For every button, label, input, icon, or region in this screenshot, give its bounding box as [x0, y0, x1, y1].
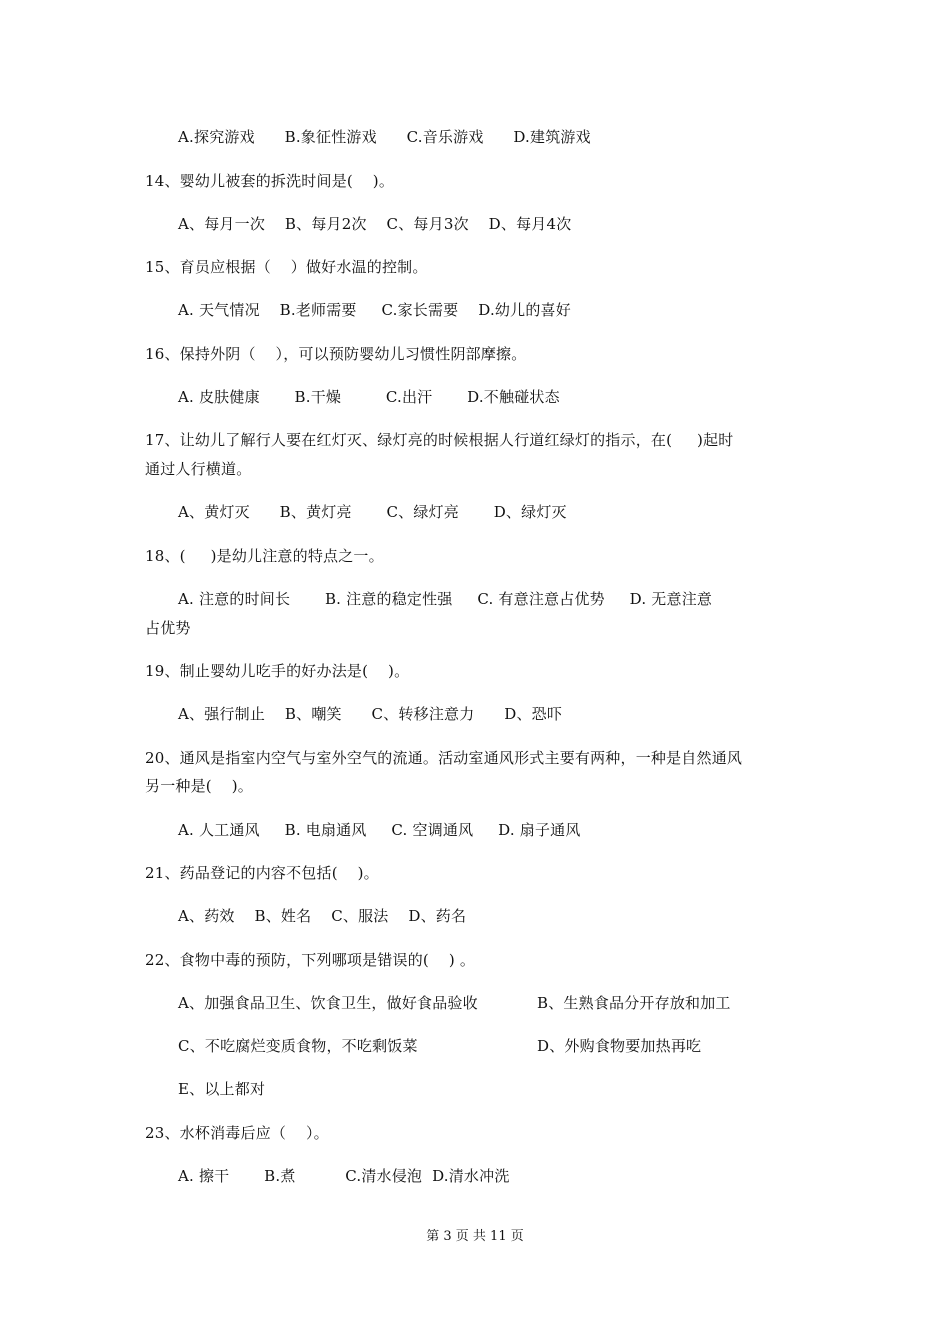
- q17-stem-continued: 通过人行横道。: [145, 460, 252, 478]
- q15-stem: 15、育员应根据（ ）做好水温的控制。: [145, 258, 428, 276]
- q17-options: A、黄灯灭 B、黄灯亮 C、绿灯亮 D、绿灯灭: [178, 503, 567, 521]
- q22-option-b: B、生熟食品分开存放和加工: [537, 994, 731, 1012]
- q20-stem-continued: 另一种是( )。: [145, 777, 253, 795]
- q18-stem: 18、( )是幼儿注意的特点之一。: [145, 547, 384, 565]
- q22-option-d: D、外购食物要加热再吃: [537, 1037, 702, 1055]
- page-footer: 第 3 页 共 11 页: [426, 1229, 524, 1244]
- q14-options: A、每月一次 B、每月2次 C、每月3次 D、每月4次: [178, 215, 572, 233]
- q22-option-c: C、不吃腐烂变质食物，不吃剩饭菜: [178, 1037, 418, 1055]
- q19-stem: 19、制止婴幼儿吃手的好办法是( )。: [145, 662, 410, 680]
- q22-option-e: E、以上都对: [178, 1080, 266, 1098]
- q23-options: A. 擦干 B.煮 C.清水侵泡 D.清水冲洗: [178, 1167, 510, 1185]
- q22-option-a: A、加强食品卫生、饮食卫生，做好食品验收: [178, 994, 478, 1012]
- q13-options: A.探究游戏 B.象征性游戏 C.音乐游戏 D.建筑游戏: [178, 128, 591, 146]
- q18-options: A. 注意的时间长 B. 注意的稳定性强 C. 有意注意占优势 D. 无意注意: [178, 590, 713, 608]
- q21-options: A、药效 B、姓名 C、服法 D、药名: [178, 907, 467, 925]
- q18-options-continued: 占优势: [145, 619, 191, 637]
- q22-stem: 22、食物中毒的预防，下列哪项是错误的( ) 。: [145, 951, 476, 969]
- q20-options: A. 人工通风 B. 电扇通风 C. 空调通风 D. 扇子通风: [178, 821, 581, 839]
- q14-stem: 14、婴幼儿被套的拆洗时间是( )。: [145, 172, 395, 190]
- q21-stem: 21、药品登记的内容不包括( )。: [145, 864, 379, 882]
- q17-stem: 17、让幼儿了解行人要在红灯灭、绿灯亮的时候根据人行道红绿灯的指示，在( )起时: [145, 431, 734, 449]
- q16-options: A. 皮肤健康 B.干燥 C.出汗 D.不触碰状态: [178, 388, 560, 406]
- q16-stem: 16、保持外阴（ ），可以预防婴幼儿习惯性阴部摩擦。: [145, 345, 527, 363]
- q19-options: A、强行制止 B、嘲笑 C、转移注意力 D、恐吓: [178, 705, 563, 723]
- q20-stem: 20、通风是指室内空气与室外空气的流通。活动室通风形式主要有两种，一种是自然通风: [145, 749, 743, 767]
- q15-options: A. 天气情况 B.老师需要 C.家长需要 D.幼儿的喜好: [178, 301, 571, 319]
- q23-stem: 23、水杯消毒后应（ ）。: [145, 1124, 329, 1142]
